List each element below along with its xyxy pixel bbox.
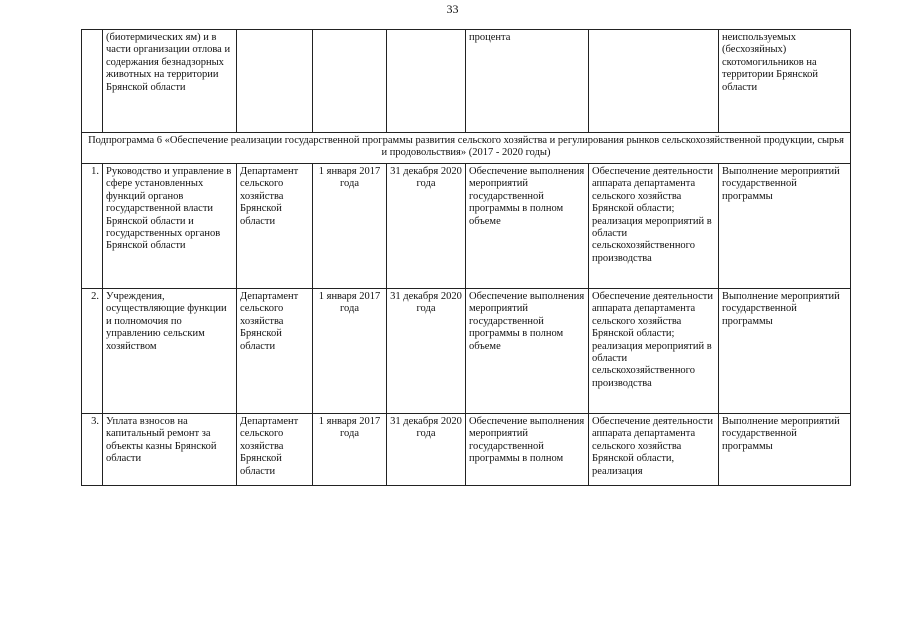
executor-cell: Департамент сельского хозяйства Брянской области — [237, 289, 313, 414]
row-number-cell — [82, 30, 103, 133]
end-date-cell — [387, 30, 466, 133]
executor-cell: Департамент сельского хозяйства Брянской области — [237, 414, 313, 486]
start-date-cell: 1 января 2017 года — [313, 289, 387, 414]
expected-result-cell: Обеспечение выполнения мероприятий государственной программы в полном объеме — [466, 164, 589, 289]
indicator-cell: Выполнение мероприятий государственной программы — [719, 414, 851, 486]
indicator-cell: неиспользуемых (бесхозяйных) скотомогильников на территории Брянской области — [719, 30, 851, 133]
end-date-cell: 31 декабря 2020 года — [387, 164, 466, 289]
executor-cell: Департамент сельского хозяйства Брянской области — [237, 164, 313, 289]
table-row — [82, 289, 851, 414]
main-directions-cell: Обеспечение деятельности аппарата департамента сельского хозяйства Брянской области; реализация мероприятий в области сельскохозяйственного производства — [589, 164, 719, 289]
expected-result-cell: процента — [466, 30, 589, 133]
main-directions-cell: Обеспечение деятельности аппарата департамента сельского хозяйства Брянской области, реализация — [589, 414, 719, 486]
main-directions-cell — [589, 30, 719, 133]
row-number-cell: 1. — [82, 164, 103, 289]
subprogram-header: Подпрограмма 6 «Обеспечение реализации государственной программы развития сельского хозяйства и регулирования рынков сельскохозяйственной продукции, сырья и продовольствия» (2017 - 2020 годы) — [82, 133, 851, 164]
end-date-cell: 31 декабря 2020 года — [387, 289, 466, 414]
activity-cell: Учреждения, осуществляющие функции и полномочия по управлению сельским хозяйством — [103, 289, 237, 414]
start-date-cell: 1 января 2017 года — [313, 164, 387, 289]
row-number-cell: 3. — [82, 414, 103, 486]
row-number-cell: 2. — [82, 289, 103, 414]
table-row — [82, 414, 851, 486]
activity-cell: (биотермических ям) и в части организации отлова и содержания безнадзорных животных на территории Брянской области — [103, 30, 237, 133]
indicator-cell: Выполнение мероприятий государственной программы — [719, 164, 851, 289]
main-directions-cell: Обеспечение деятельности аппарата департамента сельского хозяйства Брянской области; реализация мероприятий в области сельскохозяйственного производства — [589, 289, 719, 414]
start-date-cell — [313, 30, 387, 133]
program-activities-table — [81, 29, 851, 486]
activity-cell: Руководство и управление в сфере установленных функций органов государственной власти Брянской области и государственных органов Брянской области — [103, 164, 237, 289]
activity-cell: Уплата взносов на капитальный ремонт за объекты казны Брянской области — [103, 414, 237, 486]
executor-cell — [237, 30, 313, 133]
indicator-cell: Выполнение мероприятий государственной программы — [719, 289, 851, 414]
table-row — [82, 30, 851, 133]
table-row — [82, 164, 851, 289]
end-date-cell: 31 декабря 2020 года — [387, 414, 466, 486]
expected-result-cell: Обеспечение выполнения мероприятий государственной программы в полном — [466, 414, 589, 486]
subprogram-header-row — [82, 133, 851, 164]
start-date-cell: 1 января 2017 года — [313, 414, 387, 486]
page-number: 33 — [446, 2, 459, 16]
expected-result-cell: Обеспечение выполнения мероприятий государственной программы в полном объеме — [466, 289, 589, 414]
